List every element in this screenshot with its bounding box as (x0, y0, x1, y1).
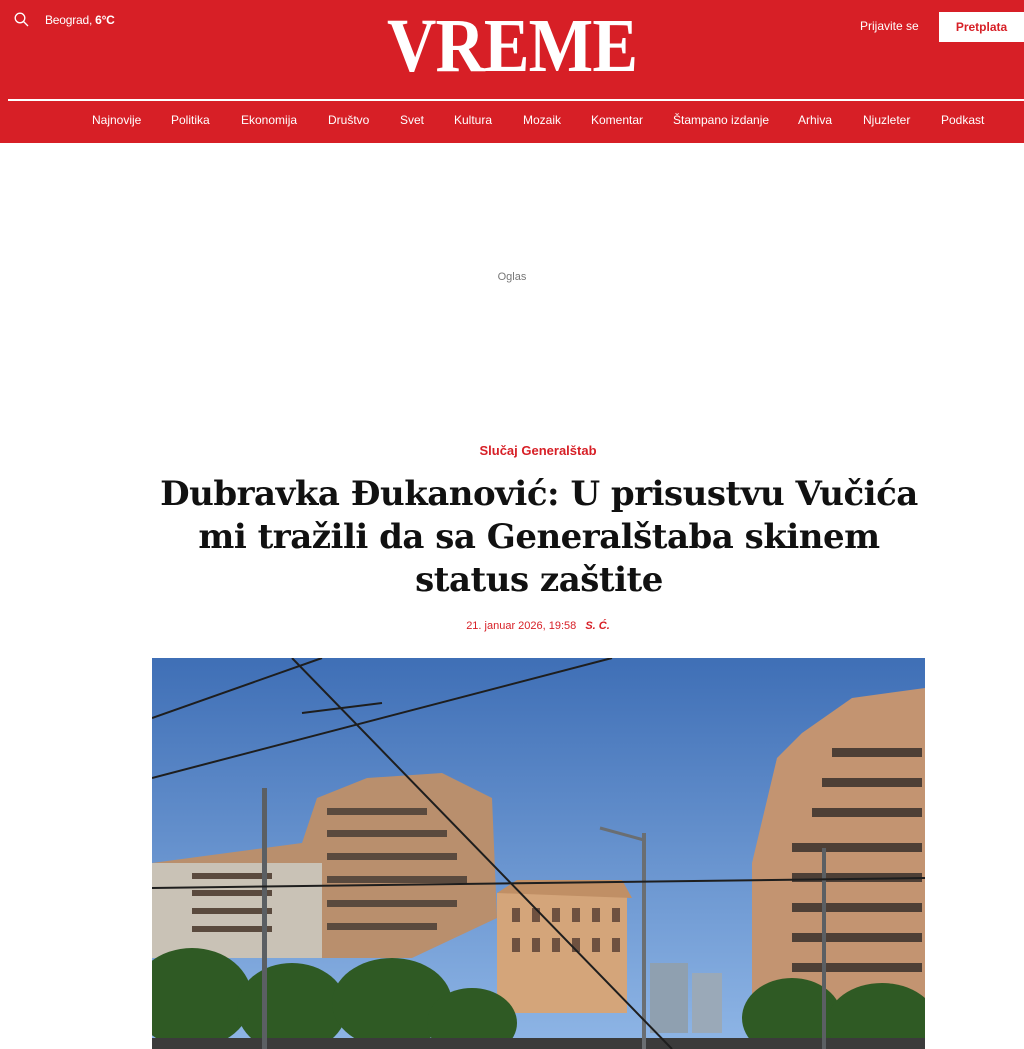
weather-city: Beograd, (45, 12, 93, 27)
search-icon[interactable] (14, 12, 29, 27)
site-logo[interactable]: VREME (386, 4, 638, 88)
nav-item-podkast[interactable]: Podkast (941, 113, 985, 127)
article-category[interactable]: Slučaj Generalštab (479, 443, 597, 458)
nav-item-politika[interactable]: Politika (171, 113, 210, 127)
article-meta (0, 620, 1024, 632)
article-date: 21. januar 2026, 19:58 (466, 620, 577, 632)
nav-item-komentar[interactable]: Komentar (591, 113, 644, 127)
main-nav (0, 113, 1024, 135)
nav-item-ekonomija[interactable]: Ekonomija (241, 113, 298, 127)
nav-item-mozaik[interactable]: Mozaik (523, 113, 562, 127)
nav-item-njuzleter[interactable]: Njuzleter (863, 113, 911, 127)
article-title: Dubravka Đukanović: U prisustvu Vučića mi tražili da sa Generalštaba skinem status zaštite (160, 474, 918, 600)
weather-temperature: 6°C (95, 12, 115, 27)
bombed-building-photo (152, 658, 925, 1049)
nav-item-svet[interactable]: Svet (400, 113, 425, 127)
header-divider (8, 99, 1024, 101)
nav-item-stampano-izdanje[interactable]: Štampano izdanje (673, 113, 770, 127)
site-header (0, 0, 1024, 143)
nav-item-kultura[interactable]: Kultura (454, 113, 493, 127)
nav-item-najnovije[interactable]: Najnovije (92, 113, 142, 127)
article-hero-image (152, 658, 925, 1049)
nav-item-drustvo[interactable]: Društvo (328, 113, 370, 127)
ad-label: Oglas (497, 271, 527, 283)
article-author[interactable]: S. Ć. (585, 620, 610, 632)
nav-item-arhiva[interactable]: Arhiva (798, 113, 833, 127)
login-link[interactable]: Prijavite se (860, 19, 919, 33)
subscribe-button[interactable]: Pretplata (939, 12, 1024, 42)
